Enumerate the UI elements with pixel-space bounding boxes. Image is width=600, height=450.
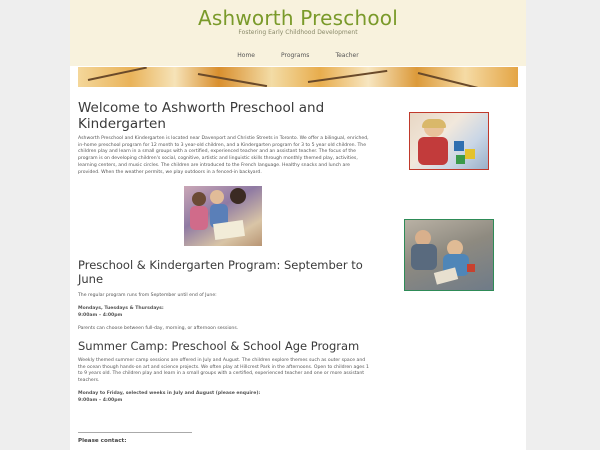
photo-child-playing	[409, 112, 489, 170]
site-title[interactable]: Ashworth Preschool	[198, 6, 398, 30]
program-options: Parents can choose between full-day, morning, or afternoon sessions.	[78, 326, 239, 332]
contact-heading: Please contact:	[78, 438, 127, 444]
program-hours: 9:00am – 4:00pm	[78, 312, 123, 318]
camp-text: Weekly themed summer camp sessions are offered in July and August. The children explore themes such as outer space and the ocean though hands-on art and science projects. We often play at Hillcrest Park in the afternoons. Open to children ages 1 to 9 years old. The children play and learn in a small groups with a certified, experienced teacher and one or more assistant teachers.	[78, 358, 369, 384]
camp-heading: Summer Camp: Preschool & School Age Program	[78, 339, 360, 354]
page-title: Welcome to Ashworth Preschool and Kindergarten	[78, 100, 325, 132]
nav-item-programs[interactable]: Programs	[280, 52, 310, 59]
page-container	[70, 0, 526, 450]
contact-divider	[78, 432, 192, 433]
nav-item-teacher[interactable]: Teacher	[335, 52, 359, 59]
program-text: The regular program runs from September until end of June:	[78, 293, 217, 299]
program-heading: Preschool & Kindergarten Program: September to June	[78, 258, 363, 287]
main-content	[78, 100, 370, 404]
center-photo-wrapper	[78, 186, 370, 256]
site-header	[70, 0, 526, 66]
photo-children-reading	[184, 186, 262, 246]
nav-item-home[interactable]: Home	[237, 52, 255, 59]
photo-children-on-floor	[404, 219, 494, 291]
intro-paragraph: Ashworth Preschool and Kindergarten is located near Davenport and Christie Streets in Toronto. We offer a bilingual, enriched, in-home preschool program for 12 month to 3 year-old children, and a Kindergarten program for 3 to 5 year old children. The children play and learn in a small groups with a certified, experienced teacher and an assistant teacher. The focus of the program is on developing children's social, cognitive, artistic and linguistic skills through monthly themed play, activities, learning centers, and music circles. The children are introduced to the French language. Healthy snacks and lunch are provided. When the weather permits, we play outdoors in a fenced-in backyard.	[78, 136, 369, 175]
main-nav	[70, 52, 526, 59]
camp-days: Monday to Friday, selected weeks in July and August (please enquire):	[78, 390, 261, 396]
site-tagline: Fostering Early Childhood Development	[238, 29, 358, 36]
camp-hours: 9:00am – 4:00pm	[78, 397, 123, 403]
header-banner-image	[78, 67, 518, 87]
program-days: Mondays, Tuesdays & Thursdays:	[78, 305, 164, 311]
